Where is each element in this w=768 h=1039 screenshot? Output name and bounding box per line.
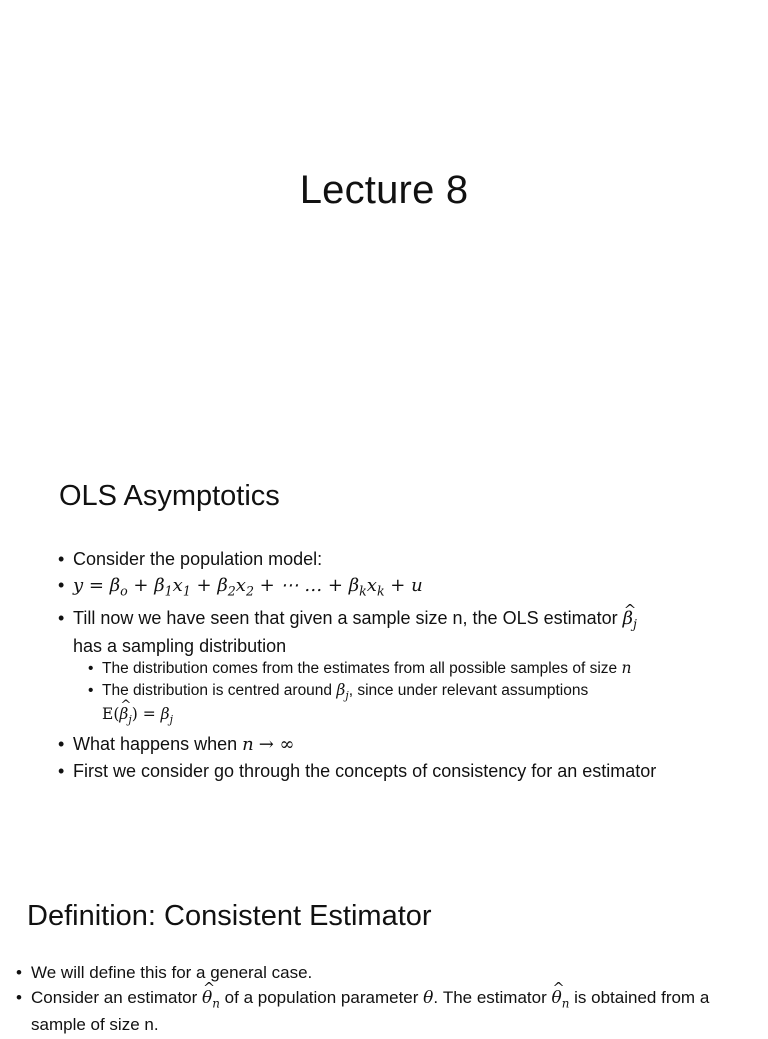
slide-heading: OLS Asymptotics	[59, 480, 280, 512]
sub-bullet-item: • The distribution is centred around $\beta_j$, since under relevant assumptions E(β $\^{}_j) = \beta_j$	[73, 681, 728, 729]
bullet-item: • First we consider go through the concepts of consistency for an estimator	[58, 760, 728, 782]
bullet-item: • Till now we have seen that given a sample size n, the OLS estimator β $\^{}_j$ has a sampling distribution • The distribution comes from the estimates from all possible samples of size n • The distribution is centred around $\beta_j$, since under relevant assumptions E(β $\^{}_j) = \beta_j$	[58, 607, 728, 730]
bullet-item: • Consider the population model:	[58, 548, 728, 570]
bullet-item: • What happens when n → ∞	[58, 733, 728, 756]
population-model-equation: $y = \beta_o + \beta_1x_1 + \beta_2x_2$ + ⋯ … + $\beta_kx_k + u$	[73, 575, 423, 599]
lecture-title: Lecture 8	[299, 168, 469, 212]
bullet-item: • Consider an estimator θ $\^{}_n$ of a population parameter θ. The estimator θ $\^{}_n$ is obtained from a sample of size n.	[16, 987, 756, 1035]
slide-definition	[0, 872, 768, 1035]
bullet-item: • We will define this for a general case.	[16, 962, 756, 983]
sub-bullet-item: • The distribution comes from the estimates from all possible samples of size n	[73, 659, 728, 678]
sub-bullet-list	[73, 659, 728, 729]
expectation-equation: E(β $\^{}_j) = \beta_j$	[102, 705, 173, 723]
slide-heading: Definition: Consistent Estimator	[27, 900, 432, 932]
bullet-list	[16, 962, 756, 1039]
bullet-list	[58, 548, 728, 786]
slide-title	[0, 0, 768, 432]
beta-hat-j: β $\^{}_j$	[623, 608, 637, 629]
slide-ols-asymptotics	[0, 440, 768, 870]
